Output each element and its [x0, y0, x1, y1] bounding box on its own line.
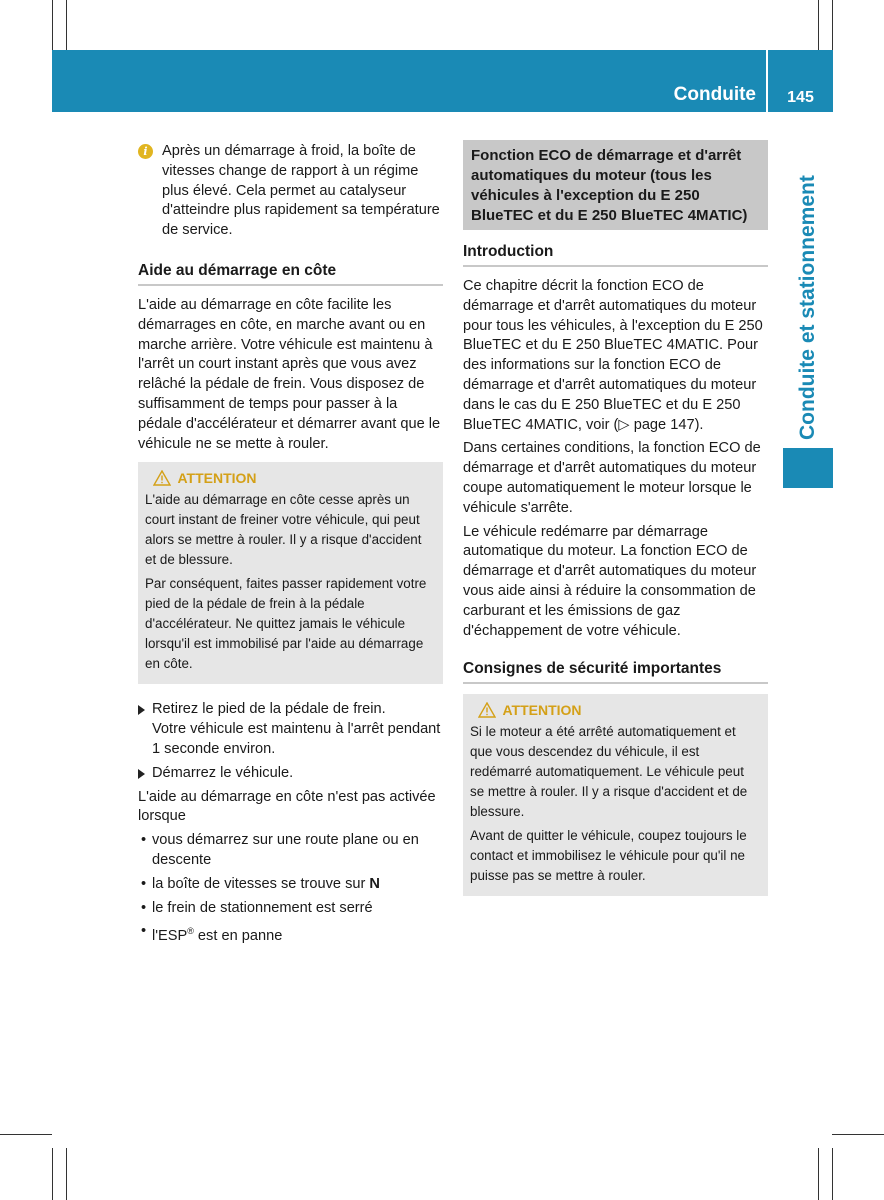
header-bar	[52, 50, 766, 112]
list-item-text: l'ESP	[152, 928, 188, 945]
list-item	[138, 922, 443, 947]
info-note	[138, 142, 443, 241]
section-heading-hill-start: Aide au démarrage en côte	[138, 261, 443, 286]
crop-mark	[832, 0, 833, 50]
list-item-text: la boîte de vitesses se trouve sur	[152, 875, 366, 892]
crop-mark	[66, 1148, 67, 1200]
bullet-icon: •	[141, 875, 147, 892]
side-tab	[783, 160, 833, 440]
info-icon: i	[138, 144, 153, 159]
warning-header	[470, 700, 590, 720]
warning-box	[138, 462, 443, 684]
crop-mark	[52, 0, 53, 50]
warning-triangle-icon	[478, 702, 496, 718]
step-result: Votre véhicule est maintenu à l'arrêt pendant 1 seconde environ.	[152, 721, 441, 757]
crop-mark	[818, 1148, 819, 1200]
crop-mark	[52, 1148, 53, 1200]
info-note-text: Après un démarrage à froid, la boîte de vitesses change de rapport à un régime plus élevé. Cela permet au catalyseur d'atteindre plus rapidement sa température de service.	[162, 143, 440, 239]
crop-mark	[832, 1134, 884, 1135]
crop-mark	[66, 0, 67, 50]
paragraph: Ce chapitre décrit la fonction ECO de démarrage et d'arrêt automatiques du moteur pour tous les véhicules, à l'exception du E 250 BlueTEC et du E 250 BlueTEC 4MATIC. Pour des informations sur la fonction ECO de démarrage et d'arrêt automatiques du moteur dans le cas du E 250 BlueTEC et du E 250 BlueTEC 4MATIC, voir (▷ page 147).	[463, 278, 763, 433]
list-item	[138, 831, 443, 871]
step-item	[138, 700, 443, 759]
warning-text: Par conséquent, faites passer rapidement votre pied de la pédale de frein à la pédale d'accélérateur. Ne quittez jamais le véhicule lorsqu'il est immobilisé par l'aide au démarrage en côte.	[145, 576, 427, 672]
not-active-intro: L'aide au démarrage en côte n'est pas activée lorsque	[138, 788, 436, 825]
warning-text: L'aide au démarrage en côte cesse après un court instant de freiner votre véhicule, qui peut alors se mettre à rouler. Il y a risque d'accident et de blessure.	[145, 492, 422, 568]
step-text: Démarrez le véhicule.	[152, 764, 294, 781]
list-item-text: vous démarrez sur une route plane ou en descente	[152, 832, 419, 868]
list-item-text: est en panne	[193, 928, 283, 945]
list-item-text: le frein de stationnement est serré	[152, 899, 373, 916]
left-column	[138, 142, 443, 951]
side-tab-label: Conduite et stationnement	[796, 175, 819, 440]
chapter-title: Conduite	[673, 84, 756, 105]
bullet-icon: •	[141, 899, 147, 916]
side-tab-marker	[783, 448, 833, 488]
step-arrow-icon	[138, 705, 145, 715]
crop-mark	[0, 1134, 52, 1135]
hill-start-intro: L'aide au démarrage en côte facilite les démarrages en côte, en marche avant ou en marche arrière. Votre véhicule est maintenu à l'arrêt un court instant après que vous avez relâché la pédale de frein. Vous disposez de suffisamment de temps pour passer à la pédale d'accélérateur et démarrer avant que le véhicule ne se mette à rouler.	[138, 296, 441, 452]
warning-text: Avant de quitter le véhicule, coupez toujours le contact et immobilisez le véhicule pour qu'il ne puisse pas se mettre à rouler.	[470, 828, 747, 884]
paragraph: Le véhicule redémarre par démarrage automatique du moteur. La fonction ECO de démarrage et d'arrêt automatiques du moteur vous aide ainsi à réduire la consommation de carburant et les émissions de gaz d'échappement de votre véhicule.	[463, 523, 757, 639]
section-heading-safety: Consignes de sécurité importantes	[463, 659, 768, 684]
bullet-icon: •	[141, 923, 147, 940]
gear-position-n: N	[369, 875, 380, 892]
crop-mark	[818, 0, 819, 50]
warning-label: ATTENTION	[502, 702, 582, 719]
right-column	[463, 140, 768, 912]
warning-header	[145, 468, 265, 488]
list-item	[138, 899, 443, 919]
step-arrow-icon	[138, 769, 145, 779]
page-number: 145	[787, 89, 814, 106]
warning-label: ATTENTION	[177, 470, 257, 487]
warning-text: Si le moteur a été arrêté automatiquement et que vous descendez du véhicule, il est redémarré automatiquement. Le véhicule peut se mettre à rouler. Il y a risque d'accident et de blessure.	[470, 724, 748, 820]
crop-mark	[832, 1148, 833, 1200]
warning-triangle-icon	[153, 470, 171, 486]
eco-section-title: Fonction ECO de démarrage et d'arrêt automatiques du moteur (tous les véhicules à l'exception du E 250 BlueTEC et du E 250 BlueTEC 4MATIC)	[463, 140, 768, 230]
step-item	[138, 764, 443, 784]
list-item	[138, 875, 443, 895]
warning-box	[463, 694, 768, 896]
registered-mark: ®	[187, 926, 194, 937]
step-text: Retirez le pied de la pédale de frein.	[152, 701, 386, 718]
section-heading-introduction: Introduction	[463, 242, 768, 267]
bullet-icon: •	[141, 832, 147, 849]
paragraph: Dans certaines conditions, la fonction ECO de démarrage et d'arrêt automatiques du moteur coupe automatiquement le moteur lorsque le véhicule s'arrête.	[463, 440, 761, 516]
